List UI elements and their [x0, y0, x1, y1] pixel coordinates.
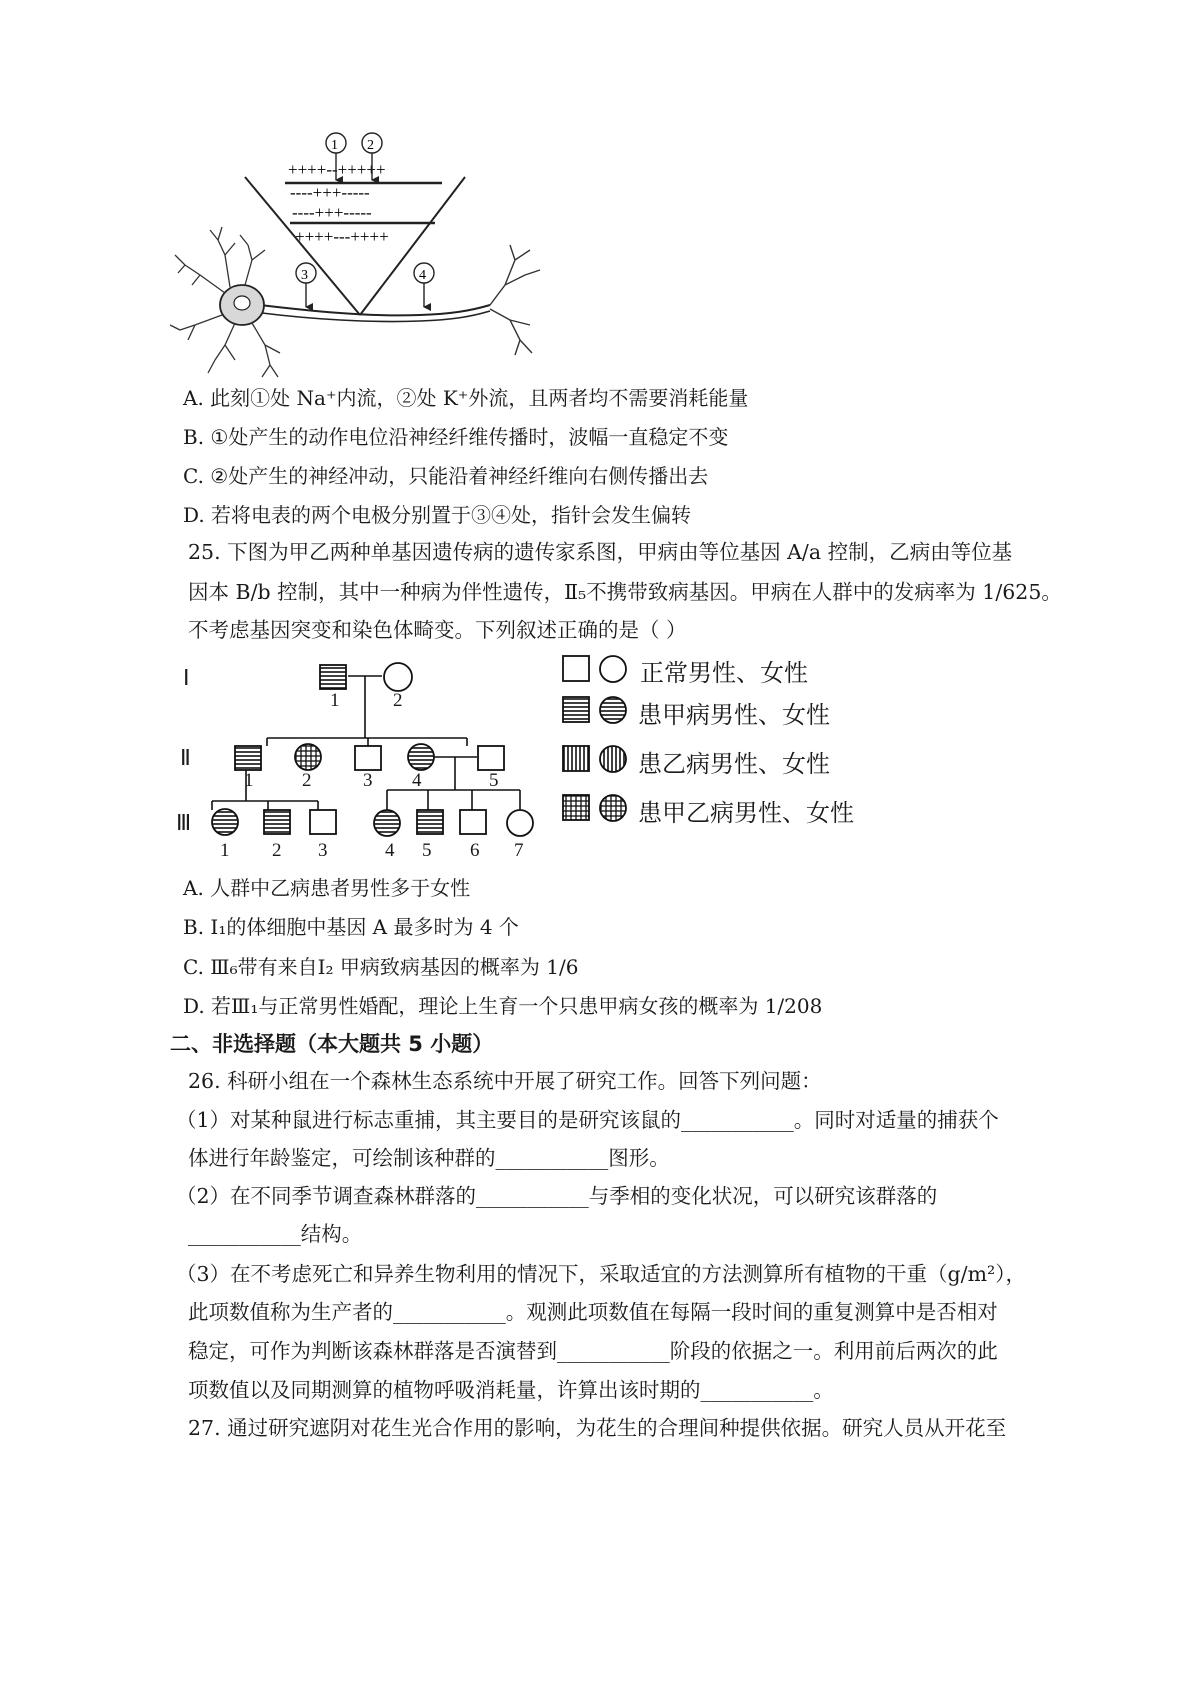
q26-line-3: 体进行年龄鉴定，可绘制该种群的___________图形。: [188, 1146, 670, 1170]
charge-row-1: ++++--+++++: [288, 160, 386, 179]
q26-line-5: ___________结构。: [188, 1222, 363, 1246]
gen2-number-2: 2: [302, 770, 312, 791]
q26-line-4: （2）在不同季节调查森林群落的___________与季相的变化状况，可以研究该群落的: [176, 1184, 938, 1208]
label-2: 2: [367, 138, 374, 153]
legend-disease-a: 患甲病男性、女性: [638, 701, 830, 729]
legend-disease-b: 患乙病男性、女性: [638, 750, 830, 778]
charge-row-4: ++++---++++: [295, 227, 389, 246]
pedigree-legend-symbols: [555, 650, 635, 830]
gen-label-i: Ⅰ: [183, 665, 190, 690]
q25-option-a: A. 人群中乙病患者男性多于女性: [183, 876, 471, 900]
gen3-number-4: 4: [385, 840, 395, 861]
q24-option-a: A. 此刻①处 Na⁺内流，②处 K⁺外流，且两者均不需要消耗能量: [183, 386, 749, 410]
gen3-number-7: 7: [514, 840, 524, 861]
gen3-number-1: 1: [220, 840, 230, 861]
section-title: 二、非选择题（本大题共 5 小题）: [170, 1032, 494, 1056]
q25-stem-line-3: 不考虑基因突变和染色体畸变。下列叙述正确的是（ ）: [188, 618, 687, 642]
gen2-number-4: 4: [412, 770, 422, 791]
q24-option-b: B. ①处产生的动作电位沿神经纤维传播时，波幅一直稳定不变: [183, 425, 729, 449]
charge-row-3: ----+++-----: [292, 203, 372, 222]
gen3-number-5: 5: [422, 840, 432, 861]
gen2-number-5: 5: [489, 770, 499, 791]
charge-row-2: ----+++-----: [290, 183, 370, 202]
q26-line-2: （1）对某种鼠进行标志重捕，其主要目的是研究该鼠的___________。同时对适量的捕获个: [176, 1108, 999, 1132]
gen3-number-6: 6: [470, 840, 480, 861]
q25-stem-line-2: 因本 B/b 控制，其中一种病为伴性遗传，Ⅱ₅不携带致病基因。甲病在人群中的发病率为 1/625。: [188, 580, 1062, 604]
gen2-number-1: 1: [244, 770, 254, 791]
q26-line-8: 稳定，可作为判断该森林群落是否演替到___________阶段的依据之一。利用前后两次的此: [188, 1339, 998, 1363]
q25-option-b: B. Ⅰ₁的体细胞中基因 A 最多时为 4 个: [183, 915, 519, 939]
q25-stem-line-1: 25. 下图为甲乙两种单基因遗传病的遗传家系图，甲病由等位基因 A/a 控制，乙病由等位基: [188, 540, 1013, 564]
legend-disease-ab: 患甲乙病男性、女性: [638, 799, 854, 827]
gen3-number-3: 3: [318, 840, 328, 861]
q26-line-7: 此项数值称为生产者的___________。观测此项数值在每隔一段时间的重复测算中是否相对: [188, 1300, 998, 1324]
q24-option-d: D. 若将电表的两个电极分别置于③④处，指针会发生偏转: [183, 503, 692, 527]
legend-normal: 正常男性、女性: [640, 659, 808, 687]
label-4: 4: [419, 268, 426, 283]
q25-option-d: D. 若Ⅲ₁与正常男性婚配，理论上生育一个只患甲病女孩的概率为 1/208: [183, 994, 823, 1018]
gen3-number-2: 2: [272, 840, 282, 861]
neuron-figure: [170, 125, 550, 385]
q25-option-c: C. Ⅲ₆带有来自Ⅰ₂ 甲病致病基因的概率为 1/6: [183, 955, 579, 979]
gen1-number-1: 1: [330, 690, 340, 711]
gen-label-iii: Ⅲ: [176, 810, 192, 835]
label-1: 1: [331, 138, 338, 153]
gen1-number-2: 2: [393, 690, 403, 711]
q26-line-9: 项数值以及同期测算的植物呼吸消耗量，许算出该时期的___________。: [188, 1378, 834, 1402]
q27-line-1: 27. 通过研究遮阴对花生光合作用的影响，为花生的合理间种提供依据。研究人员从开花至: [188, 1416, 1007, 1440]
q26-line-1: 26. 科研小组在一个森林生态系统中开展了研究工作。回答下列问题：: [188, 1069, 822, 1093]
label-3: 3: [301, 268, 308, 283]
pedigree-chart: [170, 655, 570, 870]
gen2-number-3: 3: [363, 770, 373, 791]
q26-line-6: （3）在不考虑死亡和异养生物利用的情况下，采取适宜的方法测算所有植物的干重（g/m²），: [176, 1262, 1026, 1286]
gen-label-ii: Ⅱ: [180, 745, 191, 770]
q24-option-c: C. ②处产生的神经冲动，只能沿着神经纤维向右侧传播出去: [183, 464, 709, 488]
